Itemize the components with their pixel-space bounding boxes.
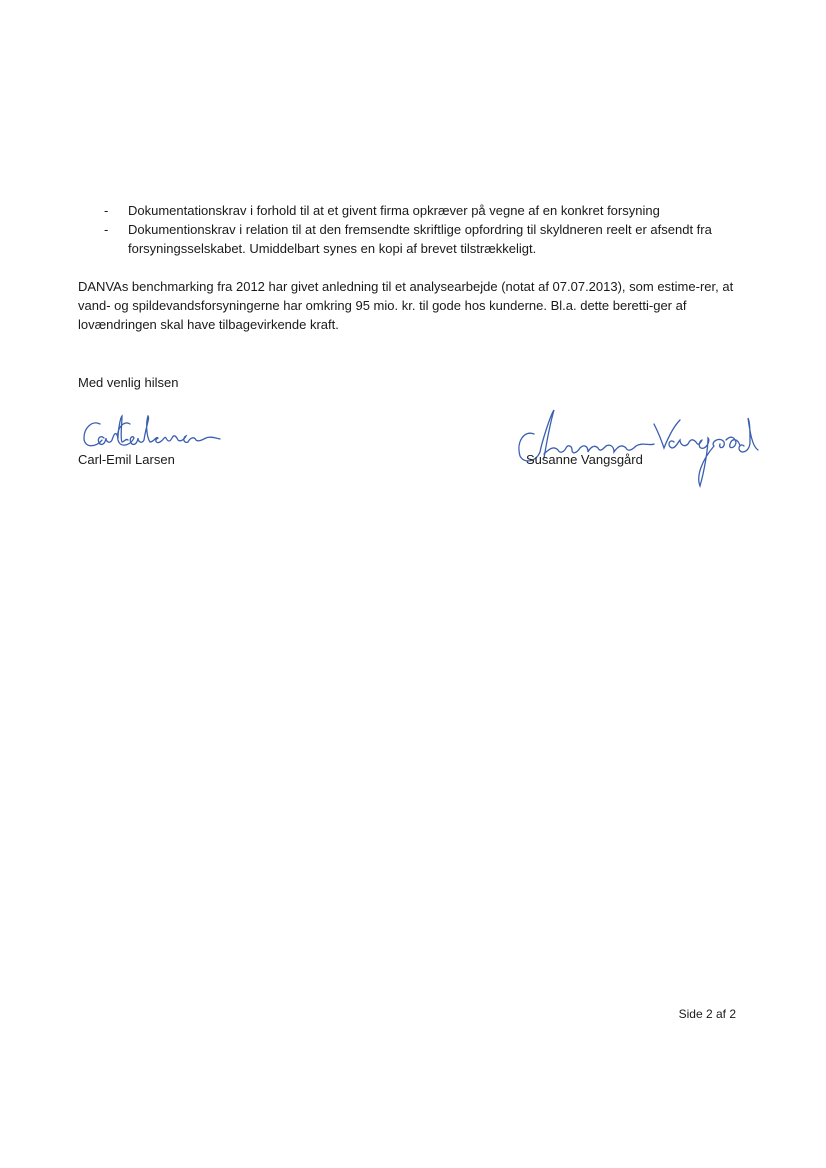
list-item [100,201,740,220]
requirements-list [100,201,740,258]
signature-block-right [514,402,774,492]
signature-susanne-vangsgard-icon [514,402,764,492]
closing-salutation: Med venlig hilsen [78,375,179,390]
list-item-text: Dokumentionskrav i relation til at den fremsendte skriftlige opfordring til skyldneren reelt er afsendt fra forsyningsselskabet. Umiddelbart synes en kopi af brevet tilstrækkeligt. [128,222,712,256]
list-item-text: Dokumentationskrav i forhold til at et givent firma opkræver på vegne af en konkret forsyning [128,203,660,218]
signatory-name: Susanne Vangsgård [526,452,643,467]
signatory-name: Carl-Emil Larsen [78,452,175,467]
signature-carl-emil-larsen-icon [78,408,238,454]
page-number: Side 2 af 2 [678,1007,736,1021]
list-item [100,220,740,258]
list-bullet: - [104,203,109,218]
body-paragraph: DANVAs benchmarking fra 2012 har givet anledning til et analysearbejde (notat af 07.07.2013), som estime-rer, at vand- og spildevandsforsyningerne har omkring 95 mio. kr. til gode hos kunderne. Bl.a. dette beretti-ger af lovændringen skal have tilbagevirkende kraft. [78,279,734,332]
signature-block-left [78,408,258,468]
list-bullet: - [104,222,109,237]
